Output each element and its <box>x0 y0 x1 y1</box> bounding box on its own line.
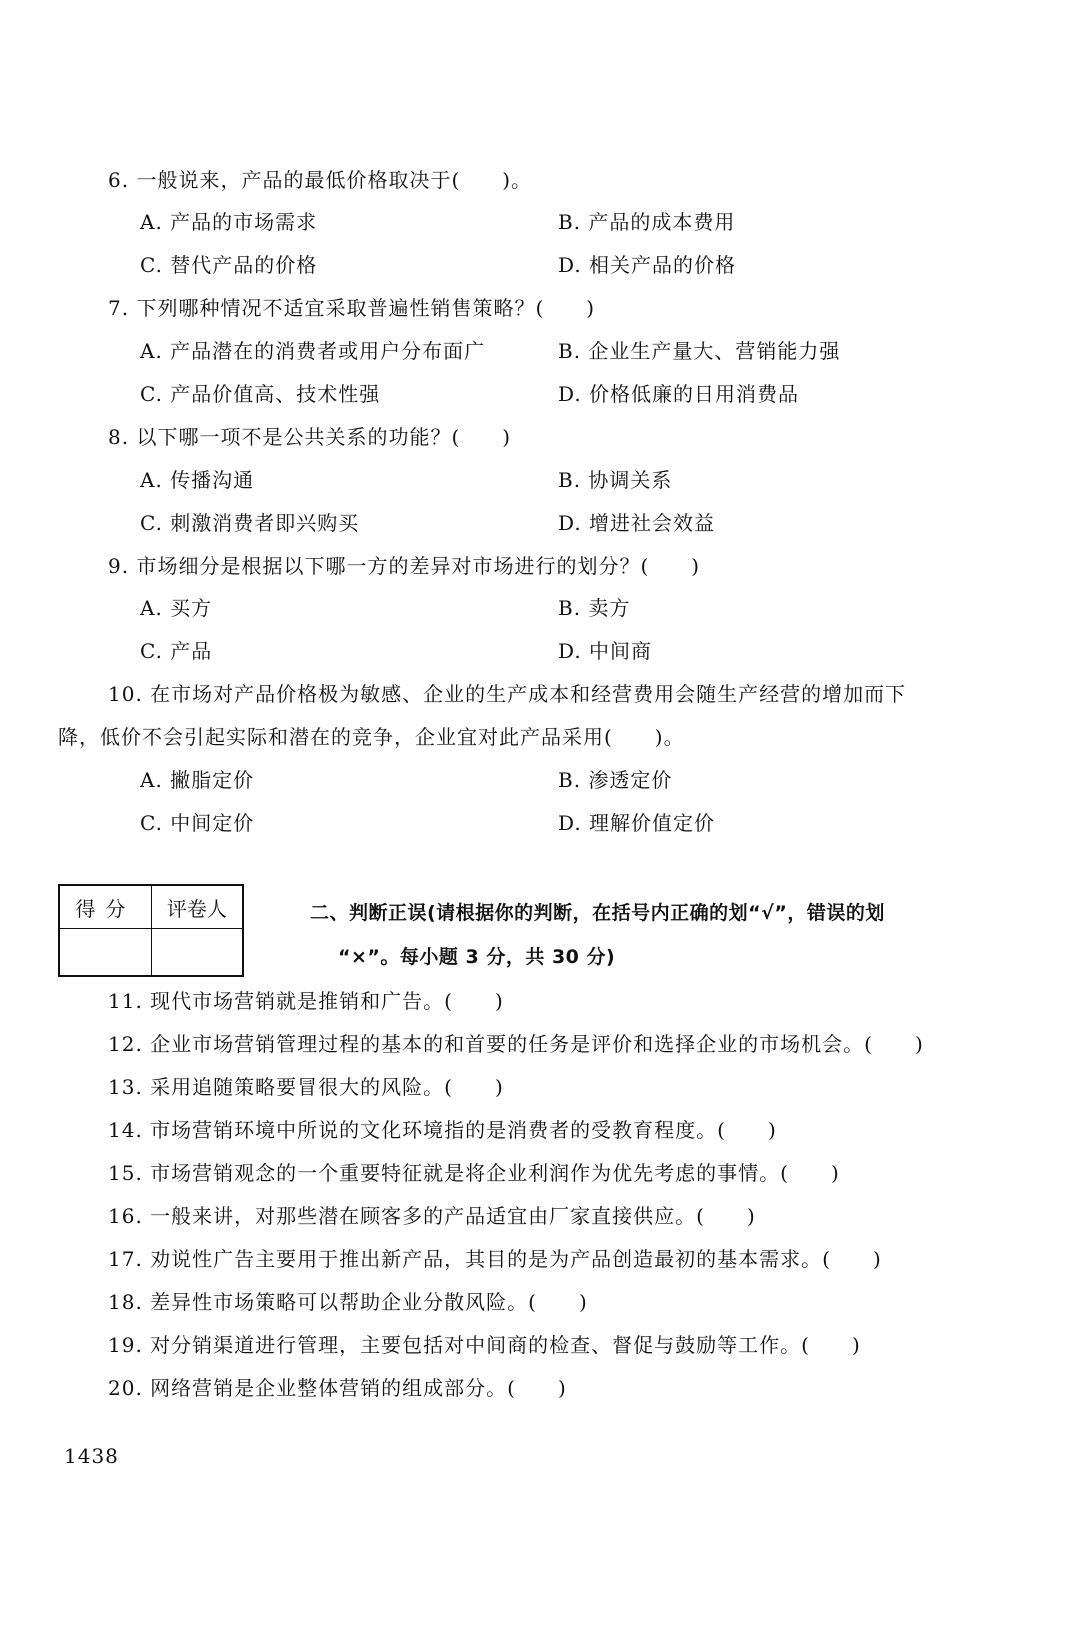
tf-question-11: 11. 现代市场营销就是推销和广告。( ) <box>108 989 504 1013</box>
tf-question-15: 15. 市场营销观念的一个重要特征就是将企业利润作为优先考虑的事情。( ) <box>108 1161 840 1185</box>
question-6-option-c: C. 替代产品的价格 <box>140 253 318 277</box>
score-label: 得分 <box>59 885 151 929</box>
question-10-option-b: B. 渗透定价 <box>558 768 673 792</box>
question-8-option-a: A. 传播沟通 <box>140 468 255 492</box>
tf-question-19: 19. 对分销渠道进行管理，主要包括对中间商的检查、督促与鼓励等工作。( ) <box>108 1333 861 1357</box>
question-7-option-c: C. 产品价值高、技术性强 <box>140 382 381 406</box>
question-10-option-d: D. 理解价值定价 <box>558 811 716 835</box>
question-10-stem-line1: 10. 在市场对产品价格极为敏感、企业的生产成本和经营费用会随生产经营的增加而下 <box>108 682 907 706</box>
question-6-option-d: D. 相关产品的价格 <box>558 253 737 277</box>
question-9-option-d: D. 中间商 <box>558 639 653 663</box>
question-9-option-b: B. 卖方 <box>558 596 631 620</box>
question-6-option-b: B. 产品的成本费用 <box>558 210 736 234</box>
section-2-title-line1: 二、判断正误(请根据你的判断，在括号内正确的划“√”，错误的划 <box>310 902 885 924</box>
tf-question-12: 12. 企业市场营销管理过程的基本的和首要的任务是评价和选择企业的市场机会。( ) <box>108 1032 924 1056</box>
grader-label: 评卷人 <box>151 885 243 929</box>
question-10-option-c: C. 中间定价 <box>140 811 255 835</box>
question-7-option-a: A. 产品潜在的消费者或用户分布面广 <box>140 339 486 363</box>
page-number: 1438 <box>64 1444 119 1468</box>
question-6-stem: 6. 一般说来，产品的最低价格取决于( )。 <box>108 168 533 192</box>
question-10-stem-line2: 降，低价不会引起实际和潜在的竞争，企业宜对此产品采用( )。 <box>58 725 685 749</box>
question-7-option-b: B. 企业生产量大、营销能力强 <box>558 339 841 363</box>
score-table <box>58 884 244 977</box>
question-9-stem: 9. 市场细分是根据以下哪一方的差异对市场进行的划分？( ) <box>108 554 701 578</box>
question-6-option-a: A. 产品的市场需求 <box>140 210 318 234</box>
question-8-option-b: B. 协调关系 <box>558 468 673 492</box>
question-8-stem: 8. 以下哪一项不是公共关系的功能？( ) <box>108 425 512 449</box>
question-10-option-a: A. 撇脂定价 <box>140 768 255 792</box>
tf-question-14: 14. 市场营销环境中所说的文化环境指的是消费者的受教育程度。( ) <box>108 1118 777 1142</box>
score-cell[interactable] <box>59 929 151 977</box>
tf-question-16: 16. 一般来讲，对那些潜在顾客多的产品适宜由厂家直接供应。( ) <box>108 1204 756 1228</box>
tf-question-17: 17. 劝说性广告主要用于推出新产品，其目的是为产品创造最初的基本需求。( ) <box>108 1247 882 1271</box>
tf-question-13: 13. 采用追随策略要冒很大的风险。( ) <box>108 1075 504 1099</box>
section-2-title-line2: “×”。每小题 3 分，共 30 分) <box>338 946 616 968</box>
question-9-option-c: C. 产品 <box>140 639 213 663</box>
grader-cell[interactable] <box>151 929 243 977</box>
question-8-option-d: D. 增进社会效益 <box>558 511 716 535</box>
question-7-option-d: D. 价格低廉的日用消费品 <box>558 382 800 406</box>
tf-question-20: 20. 网络营销是企业整体营销的组成部分。( ) <box>108 1376 567 1400</box>
tf-question-18: 18. 差异性市场策略可以帮助企业分散风险。( ) <box>108 1290 588 1314</box>
question-7-stem: 7. 下列哪种情况不适宜采取普遍性销售策略？( ) <box>108 296 596 320</box>
question-9-option-a: A. 买方 <box>140 596 213 620</box>
question-8-option-c: C. 刺激消费者即兴购买 <box>140 511 360 535</box>
